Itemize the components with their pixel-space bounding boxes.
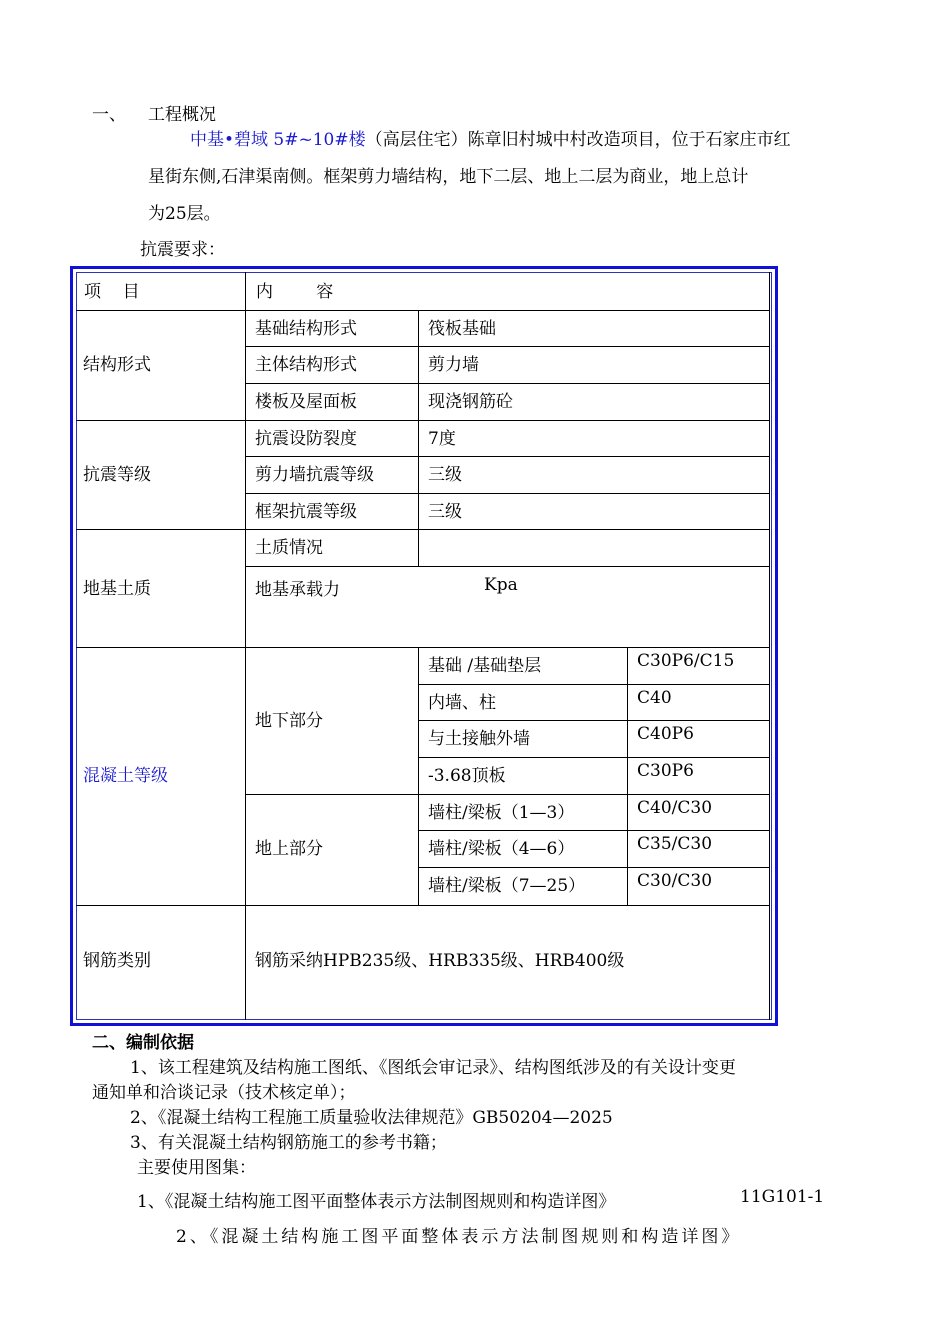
concrete-part: 基础 /基础垫层 [428, 656, 542, 676]
concrete-grade: C40 [637, 688, 672, 708]
project-description-line1 [190, 125, 791, 150]
table-row-key: 主体结构形式 [255, 355, 357, 375]
concrete-part: 墙柱/梁板（1—3） [428, 803, 575, 823]
table-row-value: 7度 [428, 429, 456, 449]
rebar-type-label: 钢筋类别 [83, 951, 151, 971]
table-row-key: 抗震设防裂度 [255, 429, 357, 449]
bearing-capacity-label: 地基承载力 [255, 580, 340, 600]
table-header-content: 内 容 [256, 282, 334, 302]
concrete-part: 与土接触外墙 [428, 729, 530, 749]
concrete-part: 内墙、柱 [428, 693, 496, 713]
table-row-value: 三级 [428, 465, 462, 485]
table-row-key: 基础结构形式 [255, 319, 357, 339]
table-inner-border [76, 272, 772, 1020]
atlas-item-2: 2、《混凝土结构施工图平面整体表示方法制图规则和构造详图》 [176, 1227, 742, 1247]
structure-form-label: 结构形式 [83, 355, 151, 375]
atlas-item-1: 1、《混凝土结构施工图平面整体表示方法制图规则和构造详图》 [137, 1192, 616, 1212]
concrete-part: 墙柱/梁板（7—25） [428, 876, 586, 896]
concrete-grade: C30P6 [637, 761, 694, 781]
project-description-line3: 为25层。 [148, 204, 221, 224]
table-row-key: 框架抗震等级 [255, 502, 357, 522]
project-description-line2: 星街东侧,石津渠南侧。框架剪力墙结构，地下二层、地上二层为商业，地上总计 [148, 167, 749, 187]
foundation-soil-label: 地基土质 [83, 579, 151, 599]
seismic-grade-label: 抗震等级 [83, 465, 151, 485]
table-row-value: 现浇钢筋砼 [428, 392, 513, 412]
concrete-grade: C40/C30 [637, 798, 713, 818]
table-header-item: 项 目 [84, 282, 140, 302]
atlas-label: 主要使用图集： [137, 1158, 256, 1178]
concrete-grade: C30/C30 [637, 871, 713, 891]
concrete-part: 墙柱/梁板（4—6） [428, 839, 575, 859]
basis-item-3: 3、有关混凝土结构钢筋施工的参考书籍； [130, 1133, 447, 1153]
seismic-requirements-label: 抗震要求： [140, 240, 225, 260]
table-row-value: 三级 [428, 502, 462, 522]
table-row-key: 楼板及屋面板 [255, 392, 357, 412]
table-row-value: 筏板基础 [428, 319, 496, 339]
section1-title: 工程概况 [148, 105, 216, 125]
underground-part-label: 地下部分 [255, 711, 323, 731]
aboveground-part-label: 地上部分 [255, 839, 323, 859]
table-row-value: 剪力墙 [428, 355, 479, 375]
section1-number: 一、 [92, 105, 126, 125]
section2-title: 二、编制依据 [92, 1033, 194, 1053]
bearing-capacity-unit: Kpa [484, 575, 518, 595]
basis-item-2: 2、《混凝土结构工程施工质量验收法律规范》GB50204—2025 [130, 1108, 613, 1128]
soil-condition-label: 土质情况 [255, 538, 323, 558]
atlas-item-1-code: 11G101-1 [740, 1187, 825, 1207]
basis-item-1-line2: 通知单和洽谈记录（技术核定单）； [92, 1083, 356, 1103]
concrete-part: -3.68顶板 [428, 766, 506, 786]
concrete-grade-label: 混凝土等级 [83, 766, 168, 786]
concrete-grade: C35/C30 [637, 834, 713, 854]
basis-item-1-line1: 1、该工程建筑及结构施工图纸、《图纸会审记录》、结构图纸涉及的有关设计变更 [130, 1058, 736, 1078]
rebar-type-value: 钢筋采纳HPB235级、HRB335级、HRB400级 [255, 951, 625, 971]
concrete-grade: C40P6 [637, 724, 694, 744]
project-name: 中基•碧域 5#~10#楼 [190, 130, 366, 150]
table-row-key: 剪力墙抗震等级 [255, 465, 374, 485]
concrete-grade: C30P6/C15 [637, 651, 735, 671]
project-description-text1: （高层住宅）陈章旧村城中村改造项目，位于石家庄市红 [365, 130, 791, 150]
